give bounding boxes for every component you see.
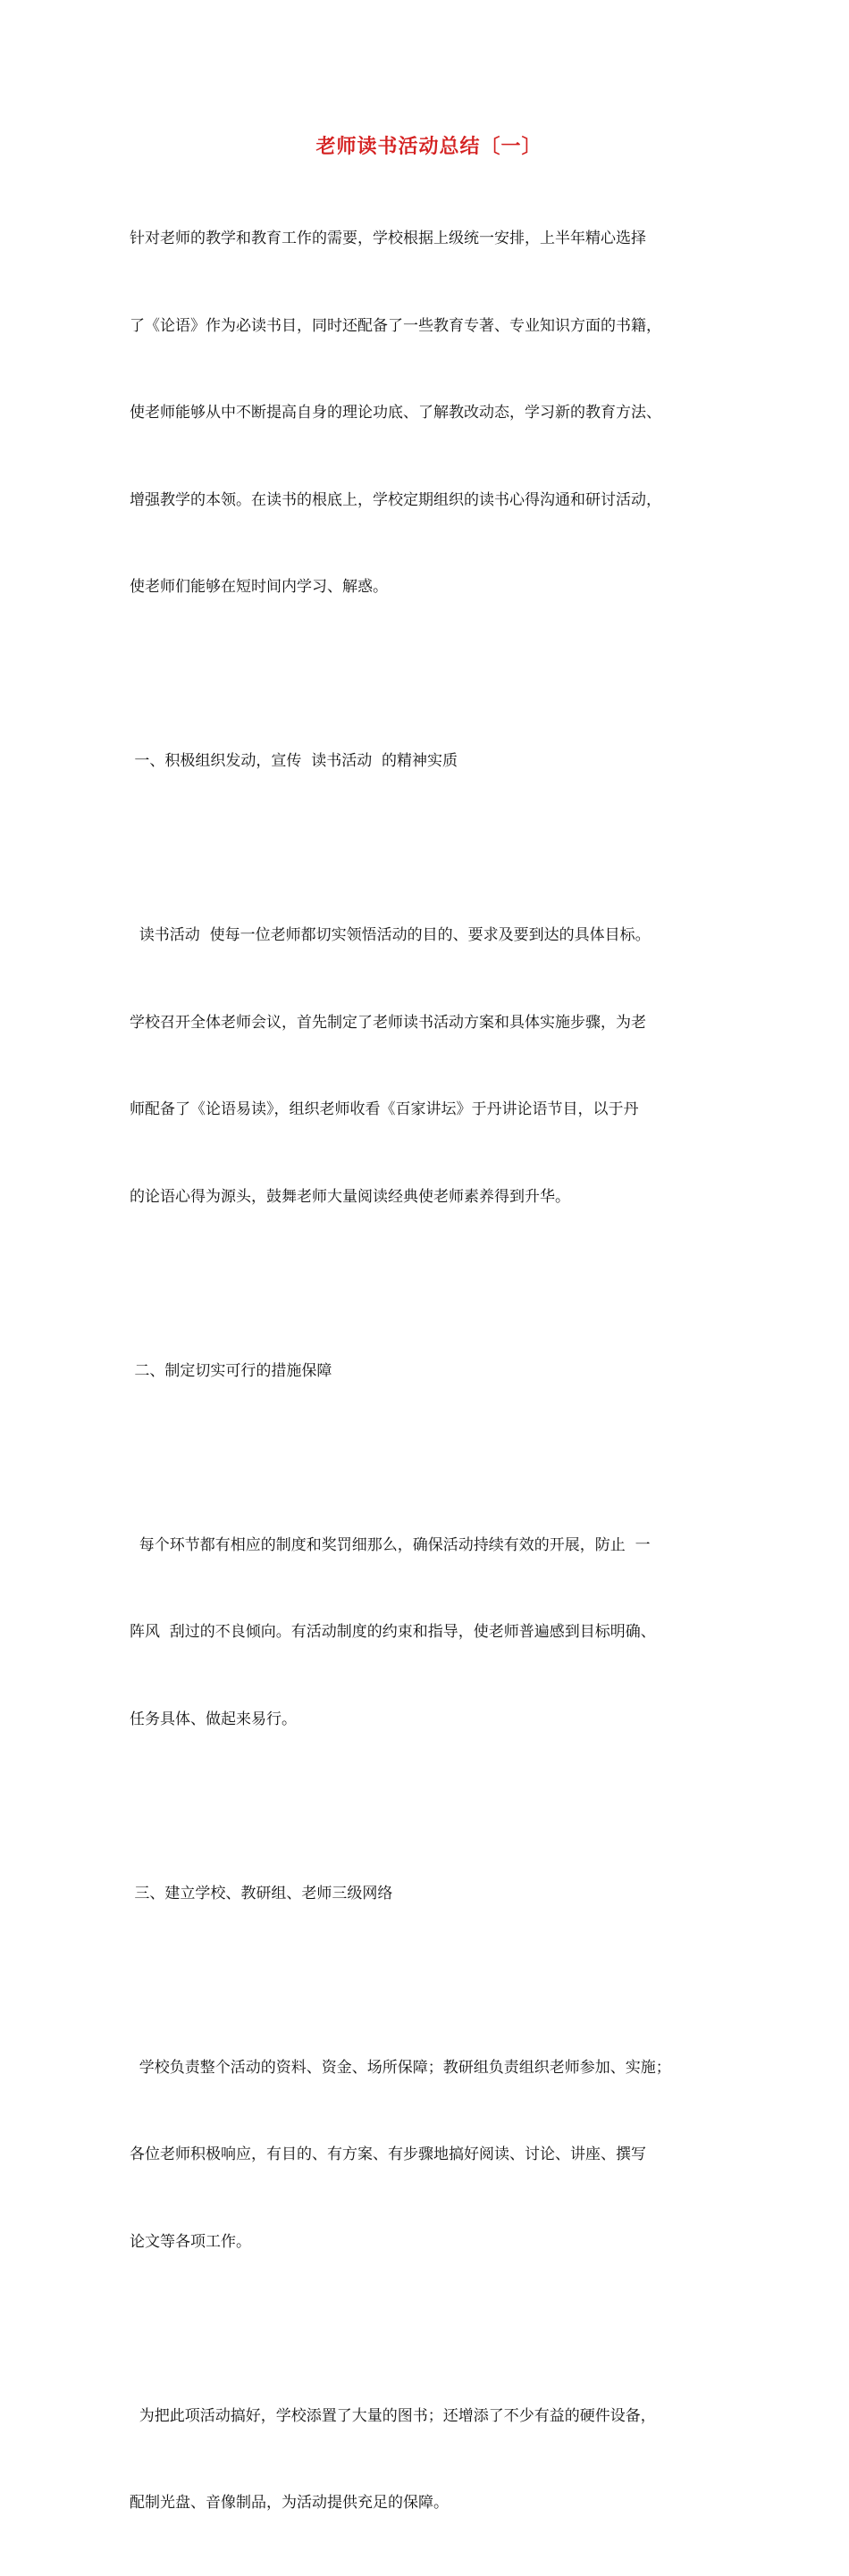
paragraph-spacer bbox=[130, 834, 728, 864]
paragraph-section-3 bbox=[130, 1995, 728, 2315]
text-line: 为把此项活动搞好，学校添置了大量的图书；还增添了不少有益的硬件设备， bbox=[130, 2406, 656, 2425]
text-line: 各位老师积极响应，有目的、有方案、有步骤地搞好阅读、讨论、讲座、撰写 bbox=[130, 2145, 646, 2163]
paragraph-section-1 bbox=[130, 863, 728, 1269]
document-page bbox=[130, 132, 728, 2576]
text-line: 增强教学的本领。在读书的根底上，学校定期组织的读书心得沟通和研讨活动， bbox=[130, 490, 661, 509]
text-line: 任务具体、做起来易行。 bbox=[130, 1710, 297, 1728]
text-line: 了《论语》作为必读书目，同时还配备了一些教育专著、专业知识方面的书籍， bbox=[130, 316, 661, 335]
text-line: 三、建立学校、教研组、老师三级网络 bbox=[130, 1884, 393, 1903]
text-line: 的论语心得为源头，鼓舞老师大量阅读经典使老师素养得到升华。 bbox=[130, 1187, 570, 1206]
paragraph-spacer bbox=[130, 1966, 728, 1995]
paragraph-closing bbox=[130, 2344, 728, 2576]
text-line: 阵风 刮过的不良倾向。有活动制度的约束和指导，使老师普遍感到目标明确、 bbox=[130, 1623, 656, 1641]
section-heading-1 bbox=[130, 689, 728, 834]
paragraph-intro bbox=[130, 166, 728, 660]
text-line: 学校负责整个活动的资料、资金、场所保障；教研组负责组织老师参加、实施； bbox=[130, 2058, 671, 2077]
section-heading-3 bbox=[130, 1821, 728, 1967]
text-line: 使老师能够从中不断提高自身的理论功底、了解教改动态，学习新的教育方法、 bbox=[130, 404, 661, 422]
text-line: 学校召开全体老师会议，首先制定了老师读书活动方案和具体实施步骤，为老 bbox=[130, 1013, 646, 1032]
paragraph-spacer bbox=[130, 2314, 728, 2344]
paragraph-spacer bbox=[130, 1269, 728, 1299]
paragraph-spacer bbox=[130, 660, 728, 690]
text-line: 每个环节都有相应的制度和奖罚细那么，确保活动持续有效的开展，防止 一 bbox=[130, 1535, 651, 1554]
paragraph-section-2 bbox=[130, 1473, 728, 1793]
text-line: 师配备了《论语易读》，组织老师收看《百家讲坛》于丹讲论语节目，以于丹 bbox=[130, 1100, 639, 1118]
paragraph-spacer bbox=[130, 1792, 728, 1821]
text-line: 读书活动 使每一位老师都切实领悟活动的目的、要求及要到达的具体目标。 bbox=[130, 926, 651, 944]
text-line: 针对老师的教学和教育工作的需要，学校根据上级统一安排，上半年精心选择 bbox=[130, 230, 646, 247]
section-heading-2 bbox=[130, 1299, 728, 1444]
text-line: 二、制定切实可行的措施保障 bbox=[130, 1361, 332, 1380]
text-line: 论文等各项工作。 bbox=[130, 2232, 251, 2251]
text-line: 使老师们能够在短时间内学习、解惑。 bbox=[130, 578, 388, 596]
text-line: 一、积极组织发动，宣传 读书活动 的精神实质 bbox=[130, 752, 458, 770]
text-line: 配制光盘、音像制品，为活动提供充足的保障。 bbox=[130, 2494, 449, 2512]
paragraph-spacer bbox=[130, 1443, 728, 1473]
page-title: 老师读书活动总结〔一〕 bbox=[315, 135, 542, 158]
